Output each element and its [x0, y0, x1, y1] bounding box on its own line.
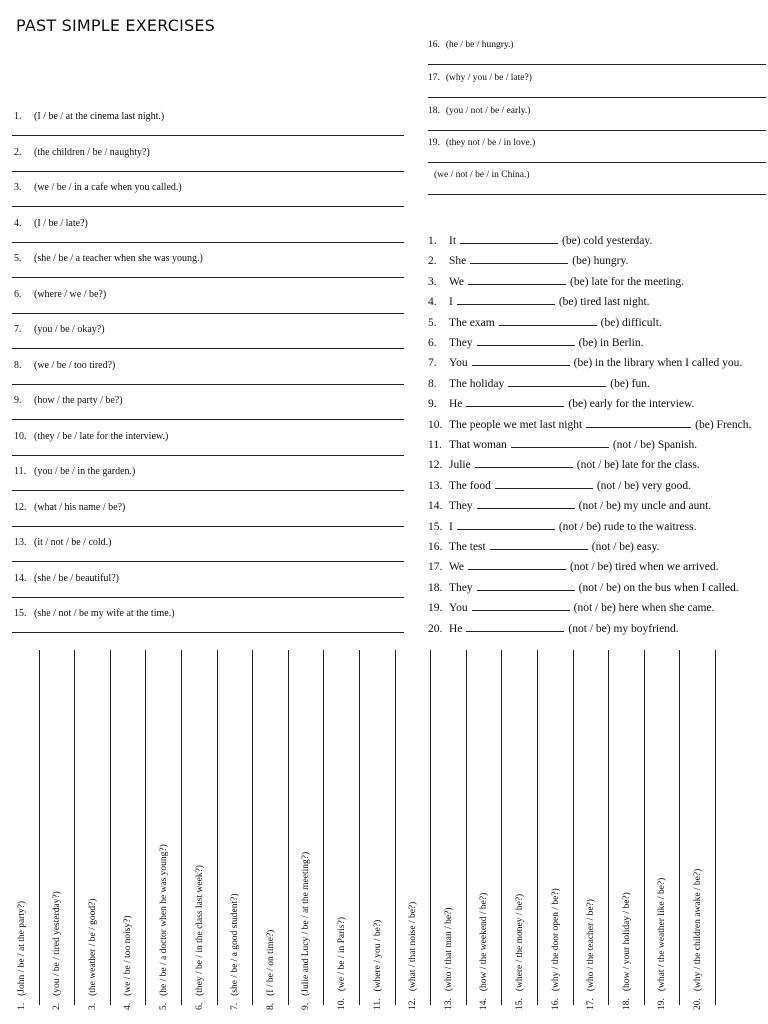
question-text: (we / be / too tired?)	[34, 359, 116, 371]
fill-rest: (be) early for the interview.	[568, 398, 695, 411]
answer-line[interactable]	[12, 419, 404, 420]
fill-subject: He	[449, 622, 463, 635]
fill-rest: (be) in Berlin.	[578, 337, 644, 349]
fill-rest: (not / be) very good.	[596, 479, 692, 492]
fill-item	[428, 294, 650, 308]
question-text-vertical	[266, 930, 276, 1010]
question-number: 19.	[657, 998, 668, 1010]
blank-line[interactable]	[457, 294, 555, 305]
fill-item	[428, 335, 643, 349]
question-text: (she / be / a teacher when she was young.)	[34, 253, 203, 264]
fill-item	[428, 621, 679, 635]
answer-line[interactable]	[145, 650, 146, 1005]
question-text: (he / be / hungry.)	[445, 40, 514, 50]
question-text: (he / be / a doctor when he was young?)	[158, 844, 169, 996]
question-item	[14, 395, 123, 406]
answer-line[interactable]	[428, 162, 766, 163]
question-text: (I / be / at the cinema last night.)	[34, 111, 165, 122]
fill-subject: You	[449, 357, 468, 370]
question-text: (what / that noise / be?)	[408, 901, 419, 992]
answer-line[interactable]	[12, 277, 404, 278]
question-number: 6.	[14, 288, 22, 300]
fill-item	[428, 396, 694, 410]
fill-number: 18.	[428, 581, 443, 594]
answer-line[interactable]	[715, 650, 716, 1005]
question-text-vertical	[195, 865, 205, 1010]
question-text: (they / be / in the class last week?)	[194, 865, 205, 996]
question-text-vertical	[586, 899, 596, 1010]
question-text: (it / not / be / cold.)	[34, 537, 112, 548]
question-text-vertical	[159, 844, 169, 1010]
fill-item	[428, 539, 659, 553]
fill-number: 10.	[428, 418, 443, 431]
fill-rest: (be) French.	[695, 418, 752, 431]
question-text-vertical	[693, 869, 703, 1010]
question-text-vertical	[88, 899, 98, 1010]
fill-subject: The test	[449, 541, 486, 553]
fill-number: 17.	[428, 561, 443, 574]
answer-line[interactable]	[428, 130, 766, 131]
question-number: 16.	[550, 998, 561, 1010]
question-item	[14, 289, 106, 300]
answer-line[interactable]	[501, 650, 502, 1005]
question-text: (the weather / be / good?)	[87, 898, 98, 996]
question-number: 11.	[372, 998, 383, 1010]
question-text: (why / the children awake / be?)	[692, 868, 703, 992]
blank-line[interactable]	[586, 417, 691, 428]
question-number: 15.	[514, 998, 525, 1010]
fill-item	[428, 580, 739, 594]
answer-line[interactable]	[12, 384, 404, 385]
answer-line[interactable]	[428, 64, 766, 65]
fill-number: 5.	[428, 316, 437, 329]
blank-line[interactable]	[475, 457, 573, 468]
fill-number: 3.	[428, 275, 437, 288]
fill-rest: (be) tired last night.	[558, 296, 650, 309]
question-text: (they not / be / in love.)	[445, 138, 536, 148]
question-item	[14, 360, 115, 371]
question-text-vertical	[337, 917, 347, 1010]
fill-number: 2.	[428, 255, 437, 268]
question-item	[428, 40, 514, 50]
answer-line[interactable]	[537, 650, 538, 1005]
question-number: 9.	[14, 395, 22, 406]
question-number: 18.	[621, 998, 632, 1010]
fill-item	[428, 519, 696, 533]
question-text: (Julie and Lucy / be / at the meeting?)	[301, 851, 312, 996]
question-item	[14, 218, 88, 229]
blank-line[interactable]	[472, 355, 570, 366]
fill-subject: The people we met last night	[449, 418, 583, 431]
question-number: 6.	[194, 1002, 205, 1010]
question-number: 5.	[158, 1002, 169, 1010]
question-text: (where / the money / be?)	[514, 893, 525, 992]
question-text-vertical	[408, 902, 418, 1010]
question-number: 12.	[408, 998, 419, 1010]
fill-item	[428, 274, 684, 288]
answer-line[interactable]	[466, 650, 467, 1005]
answer-line[interactable]	[12, 135, 404, 136]
question-number: 1.	[16, 1002, 27, 1010]
question-item	[14, 608, 175, 619]
question-text: (John / be / at the party?)	[16, 900, 27, 996]
fill-number: 4.	[428, 296, 437, 309]
fill-subject: The holiday	[449, 377, 505, 390]
question-text-vertical	[52, 891, 62, 1010]
question-text: (you / be / okay?)	[34, 324, 105, 335]
question-text-vertical	[17, 901, 27, 1010]
blank-line[interactable]	[499, 315, 597, 326]
question-number: 11.	[14, 466, 27, 477]
blank-line[interactable]	[470, 253, 568, 264]
answer-line[interactable]	[359, 650, 360, 1005]
fill-subject: The food	[449, 479, 491, 492]
question-number: 3.	[14, 182, 22, 193]
fill-number: 15.	[428, 520, 443, 533]
answer-line[interactable]	[430, 650, 431, 1005]
question-item	[428, 106, 530, 116]
question-text: (she / be / beautiful?)	[34, 572, 119, 584]
question-text: (what / his name / be?)	[34, 501, 126, 513]
question-item	[14, 253, 203, 264]
question-item	[14, 431, 168, 442]
question-text: (how / the weekend / be?)	[479, 892, 490, 992]
fill-item	[428, 457, 700, 471]
fill-rest: (not / be) my uncle and aunt.	[578, 500, 712, 513]
answer-line[interactable]	[288, 650, 289, 1005]
question-number: 14.	[14, 572, 27, 584]
question-number: 16.	[428, 40, 440, 50]
blank-line[interactable]	[468, 274, 566, 285]
question-text: (she / not / be my wife at the time.)	[34, 608, 175, 619]
question-item	[14, 324, 105, 335]
fill-subject: They	[449, 500, 473, 513]
answer-line[interactable]	[12, 490, 404, 491]
question-text: (you / be / tired yesterday?)	[52, 891, 63, 996]
question-text-vertical	[301, 852, 311, 1010]
question-number: 18.	[428, 106, 440, 116]
answer-line[interactable]	[12, 455, 404, 456]
answer-line[interactable]	[12, 597, 404, 598]
question-number: 17.	[428, 73, 440, 83]
question-number: 1.	[14, 111, 22, 122]
question-text-vertical	[515, 894, 525, 1010]
answer-line[interactable]	[12, 561, 404, 562]
question-text: (why / you / be / late?)	[445, 73, 532, 83]
question-number: 17.	[586, 998, 597, 1010]
question-text: (you / be / in the garden.)	[34, 466, 136, 477]
question-text: (where / we / be?)	[34, 288, 107, 300]
blank-line[interactable]	[495, 478, 593, 489]
fill-number: 9.	[428, 398, 437, 411]
question-number: 4.	[123, 1002, 134, 1010]
question-number: 2.	[14, 146, 22, 158]
answer-line[interactable]	[181, 650, 182, 1005]
fill-rest: (not / be) rude to the waitress.	[558, 520, 697, 533]
answer-line[interactable]	[12, 242, 404, 243]
fill-number: 16.	[428, 541, 443, 553]
question-text-vertical	[479, 893, 489, 1010]
question-number: 12.	[14, 501, 27, 513]
blank-line[interactable]	[468, 559, 566, 570]
question-text: (the children / be / naughty?)	[34, 146, 150, 158]
question-number: 2.	[52, 1002, 63, 1010]
fill-item	[428, 417, 751, 431]
fill-rest: (be) in the library when I called you.	[573, 357, 743, 370]
fill-rest: (not / be) late for the class.	[576, 459, 700, 472]
blank-line[interactable]	[460, 233, 558, 244]
question-text: (you / not / be / early.)	[445, 106, 531, 116]
fill-number: 13.	[428, 479, 443, 492]
fill-item	[428, 376, 650, 390]
question-number: 4.	[14, 217, 22, 229]
fill-rest: (not / be) Spanish.	[612, 439, 698, 451]
fill-rest: (be) late for the meeting.	[570, 275, 685, 288]
answer-line[interactable]	[679, 650, 680, 1005]
answer-line[interactable]	[39, 650, 40, 1005]
fill-subject: They	[449, 581, 473, 594]
question-text: (they / be / late for the interview.)	[34, 430, 169, 442]
fill-subject: The exam	[449, 316, 495, 329]
question-text: (how / the party / be?)	[34, 395, 123, 406]
fill-number: 8.	[428, 377, 437, 390]
fill-item	[428, 253, 628, 267]
fill-rest: (be) difficult.	[600, 316, 662, 329]
fill-number: 7.	[428, 357, 437, 370]
question-number: 9.	[301, 1002, 312, 1010]
question-number: 20.	[692, 998, 703, 1010]
fill-rest: (be) fun.	[610, 377, 650, 390]
question-number: 10.	[336, 998, 347, 1010]
answer-line[interactable]	[12, 348, 404, 349]
question-text: (why / the door open / be?)	[550, 888, 561, 992]
fill-item	[428, 559, 719, 573]
answer-line[interactable]	[395, 650, 396, 1005]
fill-rest: (not / be) tired when we arrived.	[570, 561, 719, 574]
question-text-vertical	[657, 878, 667, 1010]
blank-line[interactable]	[511, 437, 609, 448]
question-number: 15.	[14, 608, 27, 619]
question-number: 13.	[14, 537, 27, 548]
question-text-vertical	[622, 892, 632, 1010]
fill-item	[428, 478, 691, 492]
blank-line[interactable]	[477, 498, 575, 509]
question-item	[428, 73, 532, 83]
fill-item	[428, 315, 662, 329]
answer-line[interactable]	[74, 650, 75, 1005]
blank-line[interactable]	[466, 396, 564, 407]
answer-line[interactable]	[12, 632, 404, 633]
question-text-vertical	[551, 888, 561, 1010]
blank-line[interactable]	[477, 580, 575, 591]
question-item	[14, 502, 125, 513]
fill-subject: Julie	[449, 459, 471, 472]
question-number: 14.	[479, 998, 490, 1010]
blank-line[interactable]	[472, 600, 570, 611]
question-number: 10.	[14, 430, 27, 442]
question-text: (I / be / on time?)	[265, 929, 276, 996]
fill-number: 11.	[428, 439, 442, 451]
answer-line[interactable]	[428, 97, 766, 98]
answer-line[interactable]	[644, 650, 645, 1005]
question-item	[14, 182, 182, 193]
fill-number: 14.	[428, 500, 443, 513]
fill-number: 1.	[428, 235, 437, 247]
fill-rest: (not / be) my boyfriend.	[568, 622, 679, 635]
answer-line[interactable]	[12, 206, 404, 207]
fill-subject: We	[449, 275, 465, 288]
fill-number: 12.	[428, 459, 443, 472]
fill-rest: (not / be) here when she came.	[573, 602, 715, 615]
fill-rest: (be) hungry.	[572, 255, 629, 268]
question-text: (what / the weather like / be?)	[657, 877, 668, 992]
fill-item	[428, 498, 711, 512]
answer-line[interactable]	[12, 526, 404, 527]
fill-subject: They	[449, 337, 473, 349]
answer-line[interactable]	[252, 650, 253, 1005]
fill-subject: He	[449, 398, 463, 411]
question-item	[14, 573, 119, 584]
answer-line[interactable]	[428, 194, 766, 195]
blank-line[interactable]	[457, 519, 555, 530]
fill-subject: I	[449, 520, 453, 533]
fill-number: 19.	[428, 602, 443, 615]
answer-line[interactable]	[110, 650, 111, 1005]
fill-subject: She	[449, 255, 467, 268]
question-item	[14, 111, 164, 122]
question-item	[14, 537, 112, 548]
fill-subject: We	[449, 561, 465, 574]
question-text: (I / be / late?)	[34, 217, 88, 229]
question-text-vertical	[373, 920, 383, 1010]
fill-subject: You	[449, 602, 468, 615]
answer-line[interactable]	[12, 171, 404, 172]
question-text-vertical	[123, 915, 133, 1010]
fill-subject: That woman	[449, 439, 507, 451]
blank-line[interactable]	[466, 621, 564, 632]
fill-item	[428, 437, 697, 451]
question-text: (who / the teacher / be?)	[586, 899, 597, 992]
question-item	[14, 466, 135, 477]
fill-rest: (not / be) on the bus when I called.	[578, 581, 739, 594]
question-number: 7.	[230, 1002, 241, 1010]
fill-subject: I	[449, 296, 453, 309]
question-text: (we / be / in a cafe when you called.)	[34, 182, 182, 193]
question-text: (we / not / be / in China.)	[434, 170, 530, 180]
fill-number: 6.	[428, 337, 437, 349]
question-text: (where / you / be?)	[372, 919, 383, 992]
question-item	[14, 147, 150, 158]
question-text: (who / that man / be?)	[443, 907, 454, 992]
question-number: 19.	[428, 138, 440, 148]
page-title: PAST SIMPLE EXERCISES	[16, 16, 216, 35]
blank-line[interactable]	[477, 335, 575, 346]
question-text: (how / your holiday / be?)	[621, 892, 632, 992]
blank-line[interactable]	[508, 376, 606, 387]
fill-item	[428, 233, 652, 247]
question-text: (we / be / in Paris?)	[336, 916, 347, 992]
fill-rest: (be) cold yesterday.	[562, 235, 653, 247]
question-number: 3.	[87, 1002, 98, 1010]
fill-subject: It	[449, 235, 457, 247]
blank-line[interactable]	[490, 539, 588, 550]
question-number: 5.	[14, 253, 22, 264]
question-text: (she / be / a good student?)	[230, 893, 241, 996]
question-item	[428, 170, 530, 180]
question-number: 8.	[14, 359, 22, 371]
question-text-vertical	[230, 894, 240, 1011]
fill-item	[428, 355, 742, 369]
question-number: 13.	[443, 998, 454, 1010]
fill-item	[428, 600, 714, 614]
answer-line[interactable]	[573, 650, 574, 1005]
answer-line[interactable]	[12, 313, 404, 314]
question-text-vertical	[444, 907, 454, 1010]
answer-line[interactable]	[323, 650, 324, 1005]
question-number: 7.	[14, 324, 22, 335]
fill-number: 20.	[428, 622, 443, 635]
question-number: 8.	[265, 1002, 276, 1010]
fill-rest: (not / be) easy.	[591, 541, 660, 553]
answer-line[interactable]	[217, 650, 218, 1005]
question-item	[428, 138, 535, 148]
question-text: (we / be / too noisy?)	[123, 915, 134, 996]
answer-line[interactable]	[608, 650, 609, 1005]
